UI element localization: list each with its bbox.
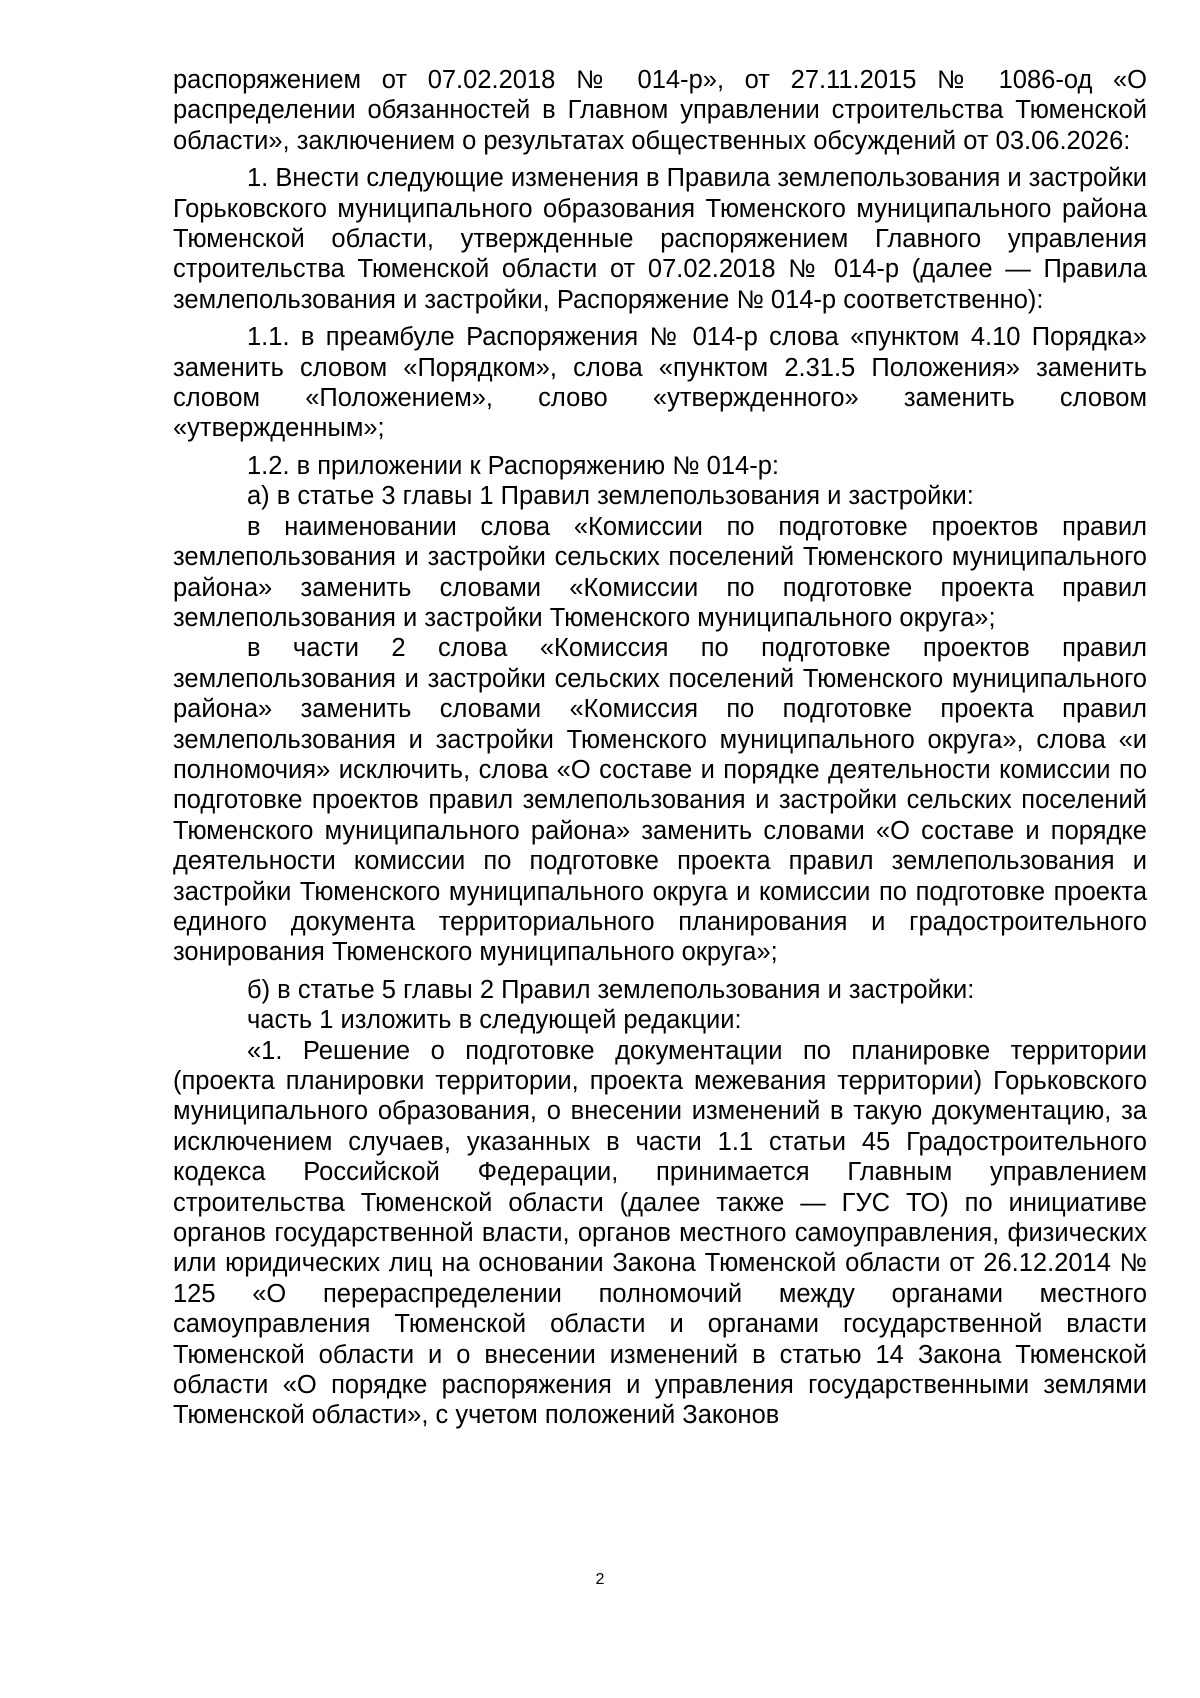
paragraph-item-1: 1. Внести следующие изменения в Правила землепользования и застройки Горьковского муниципального образования Тюменского муниципального района Тюменской области, утвержденные распоряжением Главного управления строительства Тюменской области от 07.02.2018 № 014-р (далее — Правила землепользования и застройки, Распоряжение № 014-р соответственно): xyxy=(173,164,1147,314)
paragraph-subitem-a: а) в статье 3 главы 1 Правил землепользования и застройки: xyxy=(247,482,974,511)
paragraph-naming-change: в наименовании слова «Комиссии по подготовке проектов правил землепользования и застройки сельских поселений Тюменского муниципального района» заменить словами «Комиссии по подготовке проекта правил землепользования и застройки Тюменского муниципального округа»; xyxy=(173,512,1147,632)
paragraph-part-1-intro: часть 1 изложить в следующей редакции: xyxy=(247,1006,742,1035)
paragraph-part-2-change: в части 2 слова «Комиссия по подготовке проектов правил землепользования и застройки сельских поселений Тюменского муниципального района» заменить словами «Комиссия по подготовке проекта правил землепользования и застройки Тюменского муниципального округа», слова «и полномочия» исключить, слова «О составе и порядке деятельности комиссии по подготовке проектов правил землепользования и застройки сельских поселений Тюменского муниципального района» заменить словами «О составе и порядке деятельности комиссии по подготовке проекта правил землепользования и застройки Тюменского муниципального округа и комиссии по подготовке проекта единого документа территориального планирования и градостроительного зонирования Тюменского муниципального округа»; xyxy=(173,634,1147,967)
paragraph-part-1-text: «1. Решение о подготовке документации по планировке территории (проекта планировки территории, проекта межевания территории) Горьковского муниципального образования, о внесении изменений в такую документацию, за исключением случаев, указанных в части 1.1 статьи 45 Градостроительного кодекса Российской Федерации, принимается Главным управлением строительства Тюменской области (далее также — ГУС ТО) по инициативе органов государственной власти, органов местного самоуправления, физических или юридических лиц на основании Закона Тюменской области от 26.12.2014 № 125 «О перераспределении полномочий между органами местного самоуправления Тюменской области и органами государственной власти Тюменской области и о внесении изменений в статью 14 Закона Тюменской области «О порядке распоряжения и управления государственными землями Тюменской области», с учетом положений Законов xyxy=(173,1036,1147,1430)
page-number: 2 xyxy=(595,1571,605,1588)
paragraph-subitem-b: б) в статье 5 главы 2 Правил землепользования и застройки: xyxy=(247,975,975,1004)
paragraph-preamble-end: распоряжением от 07.02.2018 № 014-р», от 27.11.2015 № 1086-од «О распределении обязанностей в Главном управлении строительства Тюменской области», заключением о результатах общественных обсуждений от 03.06.2026: xyxy=(173,66,1147,155)
paragraph-item-1-1: 1.1. в преамбуле Распоряжения № 014-р слова «пунктом 4.10 Порядка» заменить словом «Порядком», слова «пунктом 2.31.5 Положения» заменить словом «Положением», слово «утвержденного» заменить словом «утвержденным»; xyxy=(173,323,1147,443)
paragraph-item-1-2: 1.2. в приложении к Распоряжению № 014-р: xyxy=(247,451,779,480)
document-body xyxy=(173,65,1147,1431)
